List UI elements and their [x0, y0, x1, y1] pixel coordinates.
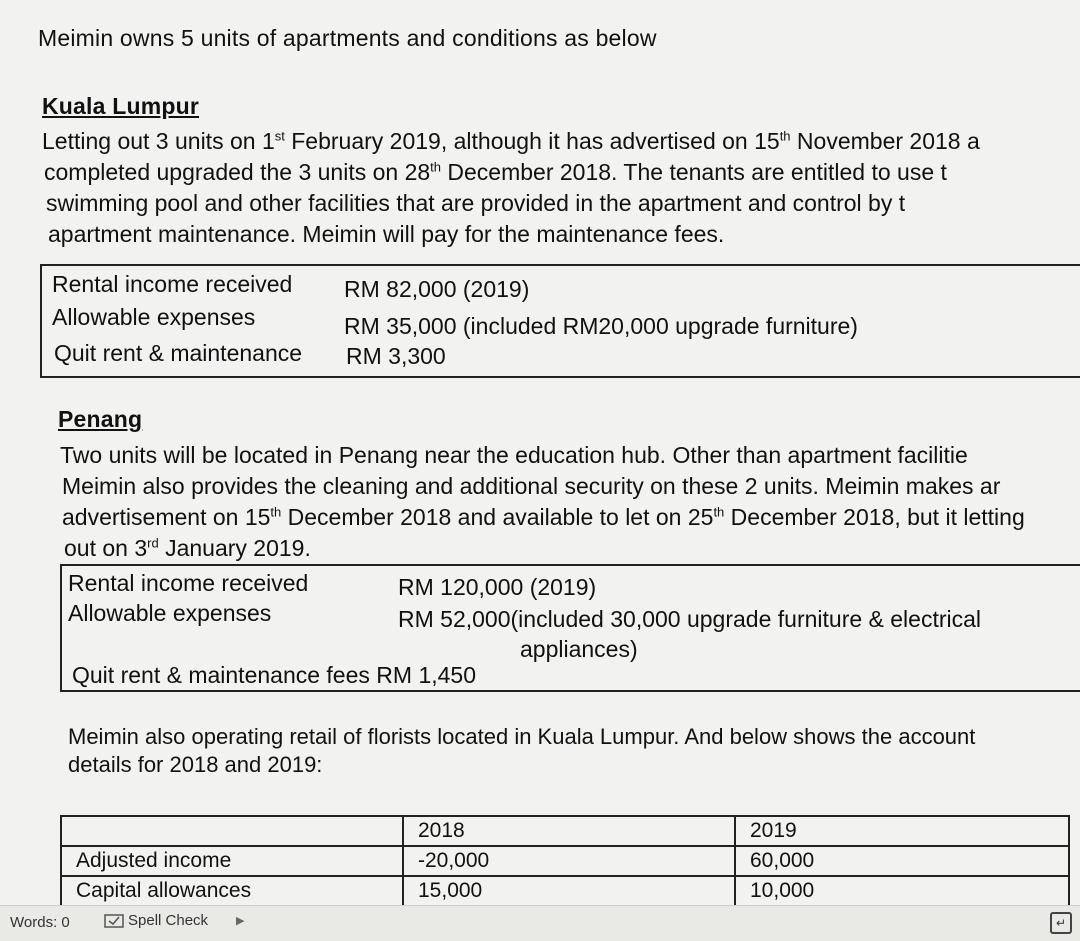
penang-row-value: RM 120,000 (2019): [398, 574, 597, 600]
penang-heading: Penang: [58, 406, 143, 432]
table-header-row: [61, 816, 1069, 846]
kl-details-box: [40, 264, 1080, 378]
kl-row-value: RM 82,000 (2019): [344, 276, 530, 302]
penang-row-label: Rental income received: [68, 570, 309, 596]
kl-para-line-1: Letting out 3 units on 1st February 2019, although it has advertised on 15th November 2018 a: [42, 128, 980, 154]
florist-line-1: Meimin also operating retail of florists located in Kuala Lumpur. And below shows the account: [68, 724, 976, 749]
table-cell: 15,000: [403, 876, 735, 905]
kl-para-line-4: apartment maintenance. Meimin will pay for the maintenance fees.: [48, 221, 725, 247]
kl-row-value: RM 35,000 (included RM20,000 upgrade furniture): [344, 313, 858, 339]
spell-check-label: Spell Check: [128, 912, 209, 929]
kl-row-value: RM 3,300: [346, 343, 446, 369]
table-row: [61, 846, 1069, 876]
penang-row-value: appliances): [520, 636, 638, 662]
kl-paragraph: [42, 126, 980, 250]
document-title: Meimin owns 5 units of apartments and conditions as below: [38, 25, 657, 51]
penang-row-label: Quit rent & maintenance fees RM 1,450: [72, 662, 476, 688]
page-layout-icon[interactable]: ↵: [1050, 912, 1072, 934]
kl-para-line-2: completed upgraded the 3 units on 28th December 2018. The tenants are entitled to use t: [44, 159, 947, 185]
status-bar: [0, 905, 1080, 941]
table-cell: 10,000: [735, 876, 1069, 905]
table-header-cell: 2018: [403, 816, 735, 846]
table-row: [61, 876, 1069, 905]
kl-para-line-3: swimming pool and other facilities that are provided in the apartment and control by t: [46, 190, 906, 216]
penang-para-line-4: out on 3rd January 2019.: [64, 535, 311, 561]
table-cell: 60,000: [735, 846, 1069, 876]
penang-para-line-3: advertisement on 15th December 2018 and available to let on 25th December 2018, but it letting: [62, 504, 1025, 530]
spell-check-icon: [104, 913, 124, 929]
table-cell: Capital allowances: [61, 876, 403, 905]
table-header-cell: 2019: [735, 816, 1069, 846]
account-table: [60, 815, 1070, 905]
penang-details-box: [60, 564, 1080, 692]
kl-row-label: Rental income received: [52, 271, 293, 297]
kl-row-label: Quit rent & maintenance: [54, 340, 303, 366]
word-count[interactable]: Words: 0: [10, 914, 70, 931]
florist-paragraph: [68, 723, 975, 779]
penang-row-value: RM 52,000(included 30,000 upgrade furniture & electrical: [398, 606, 982, 632]
penang-paragraph: [60, 440, 1025, 564]
florist-line-2: details for 2018 and 2019:: [68, 752, 323, 777]
penang-row-label: Allowable expenses: [68, 600, 272, 626]
play-arrow-icon[interactable]: ▶: [236, 915, 245, 927]
kl-heading: Kuala Lumpur: [42, 93, 200, 119]
penang-para-line-2: Meimin also provides the cleaning and additional security on these 2 units. Meimin makes ar: [62, 473, 1001, 499]
kl-row-label: Allowable expenses: [52, 304, 256, 330]
table-header-cell: [61, 816, 403, 846]
table-cell: Adjusted income: [61, 846, 403, 876]
spell-check-button[interactable]: [104, 912, 208, 929]
table-cell: -20,000: [403, 846, 735, 876]
penang-para-line-1: Two units will be located in Penang near the education hub. Other than apartment facilitie: [60, 442, 968, 468]
